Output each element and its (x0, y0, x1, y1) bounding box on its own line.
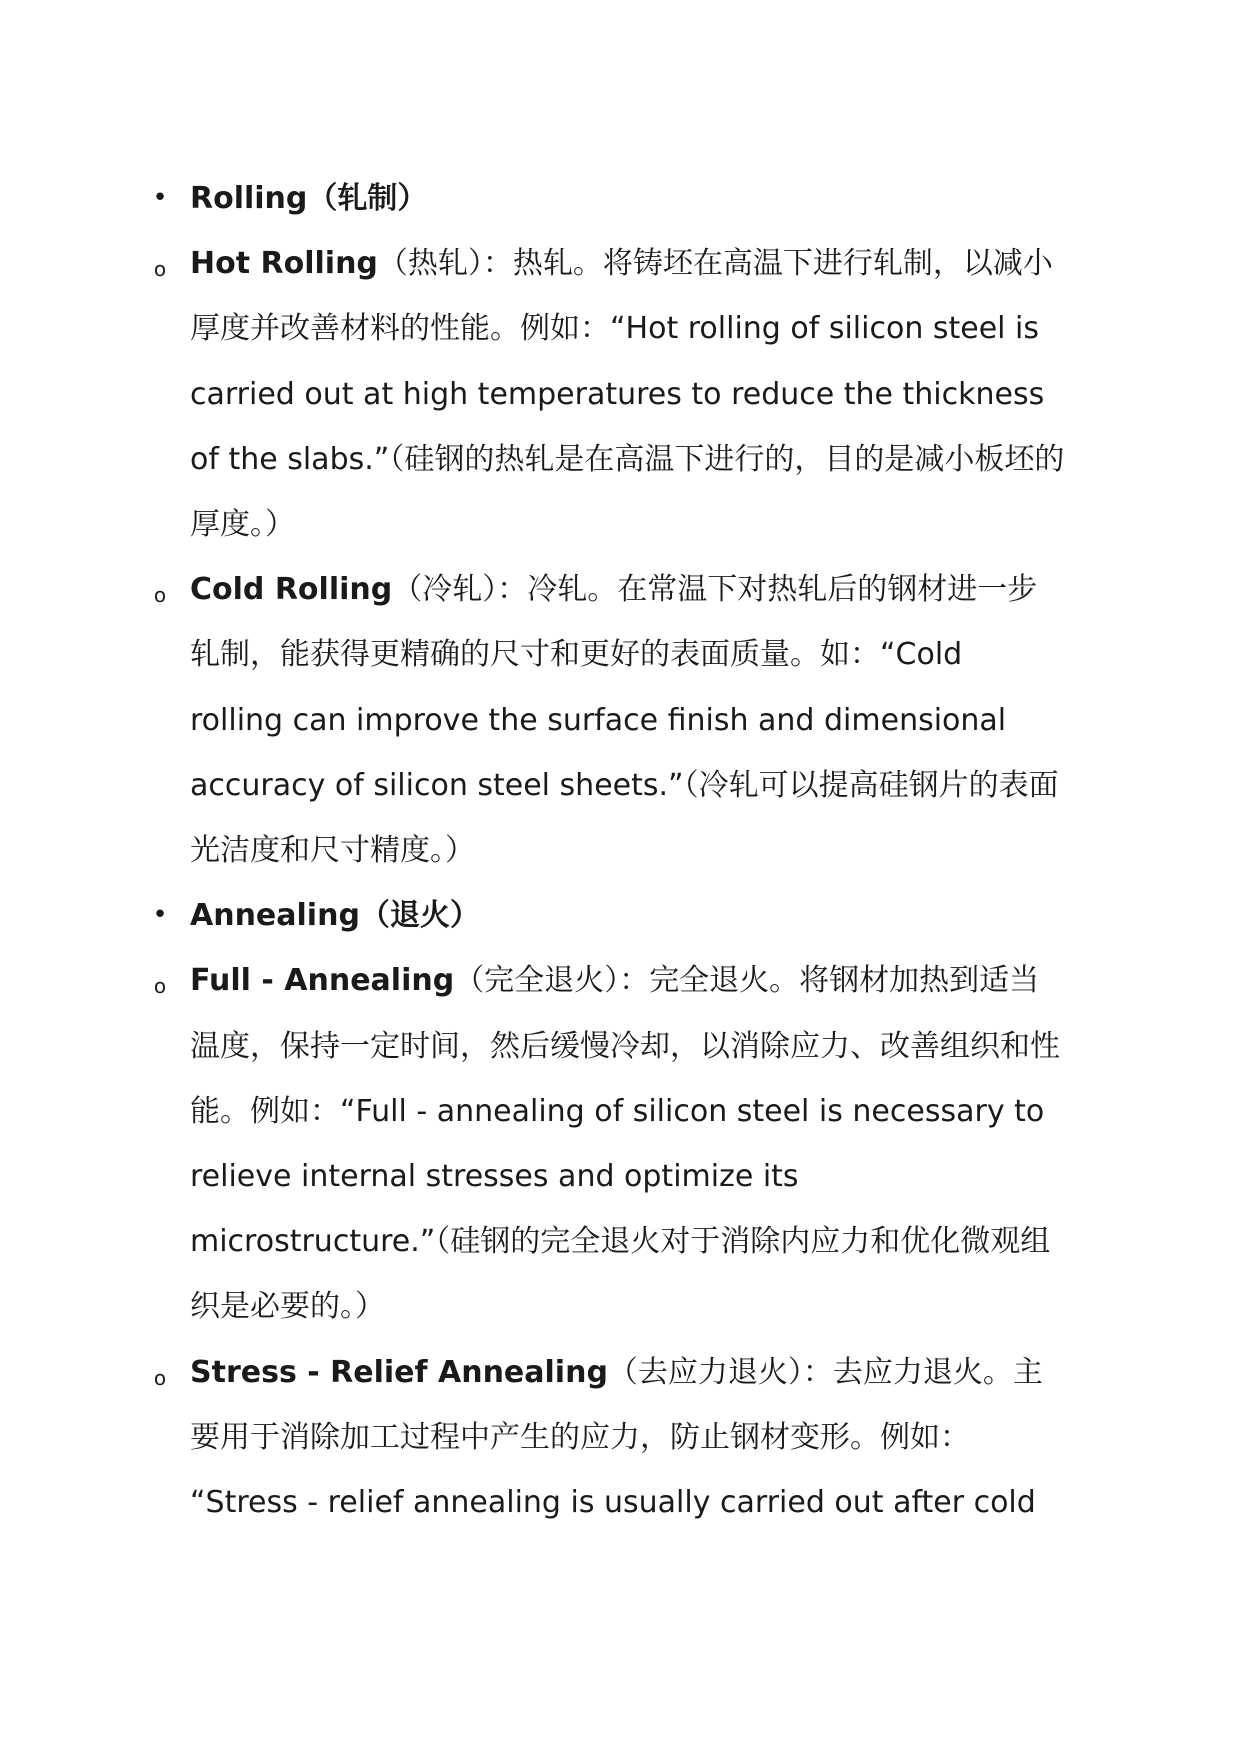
text-line: 温度，保持一定时间，然后缓慢冷却，以消除应力、改善组织和性 (190, 1028, 1060, 1064)
text-line (190, 1340, 1070, 1405)
text-line: carried out at high temperatures to reduce the thickness (190, 376, 1045, 412)
term-colon: ： (619, 963, 650, 999)
term-en: Hot Rolling (190, 246, 378, 282)
sub-bullet-marker: o (153, 583, 167, 608)
bullet-marker: • (152, 900, 168, 931)
term-colon: ： (482, 246, 513, 282)
text-line: of the slabs.”（硅钢的热轧是在高温下进行的，目的是减小板坯的 (190, 441, 1065, 477)
term-colon: ： (497, 572, 528, 608)
term-en: Rolling (190, 181, 308, 216)
sub-bullet-marker: o (153, 257, 167, 282)
list-item-annealing (152, 883, 1070, 948)
definition-text: 冷轧。在常温下对热轧后的钢材进一步 (527, 572, 1038, 608)
text-line: “Stress - relief annealing is usually carried out after cold (190, 1485, 1036, 1521)
text-line (190, 948, 1070, 1013)
definition-text: 热轧。将铸坯在高温下进行轧制，以减小 (512, 246, 1053, 282)
term-en: Cold Rolling (190, 572, 393, 608)
term-zh: （去应力退火） (607, 1354, 803, 1390)
text-line: 厚度。） (190, 507, 295, 543)
text-line (190, 557, 1070, 622)
text-line: 轧制，能获得更精确的尺寸和更好的表面质量。如：“Cold (190, 637, 963, 673)
text-line: accuracy of silicon steel sheets.”（冷轧可以提高硅钢片的表面 (190, 767, 1059, 803)
heading-term (190, 898, 480, 933)
term-en: Full - Annealing (190, 963, 455, 999)
term-colon: ： (802, 1354, 833, 1390)
term-en: Annealing (190, 898, 360, 934)
text-line: 织是必要的。） (190, 1289, 385, 1325)
text-line (190, 231, 1070, 296)
text-line: relieve internal stresses and optimize its (190, 1159, 799, 1195)
heading-term (190, 181, 427, 216)
list-item-full-annealing (153, 948, 1070, 1339)
term-en: Stress - Relief Annealing (190, 1354, 608, 1390)
definition-text: 完全退火。将钢材加热到适当 (649, 963, 1040, 999)
term-list (152, 166, 1070, 1535)
sub-bullet-marker: o (153, 974, 167, 999)
list-item-stress-relief-annealing (153, 1340, 1070, 1536)
term-zh: （轧制） (307, 181, 428, 216)
text-line: microstructure.”（硅钢的完全退火对于消除内应力和优化微观组 (190, 1224, 1051, 1260)
term-zh: （冷轧） (392, 572, 498, 608)
list-item-rolling (152, 166, 1070, 231)
term-zh: （热轧） (377, 246, 483, 282)
text-line: 厚度并改善材料的性能。例如：“Hot rolling of silicon steel is (190, 311, 1040, 347)
definition-text: 去应力退火。主 (832, 1354, 1043, 1390)
sub-bullet-marker: o (153, 1365, 167, 1390)
text-line: 要用于消除加工过程中产生的应力，防止钢材变形。例如： (190, 1419, 970, 1455)
text-line: 能。例如：“Full - annealing of silicon steel is necessary to (190, 1093, 1045, 1129)
term-zh: （退火） (359, 898, 480, 934)
bullet-marker: • (152, 183, 168, 213)
list-item-hot-rolling (153, 231, 1070, 557)
text-line: 光洁度和尺寸精度。） (190, 833, 475, 869)
term-zh: （完全退火） (454, 963, 620, 999)
list-item-cold-rolling (153, 557, 1070, 883)
text-line: rolling can improve the surface finish and dimensional (190, 702, 1007, 738)
